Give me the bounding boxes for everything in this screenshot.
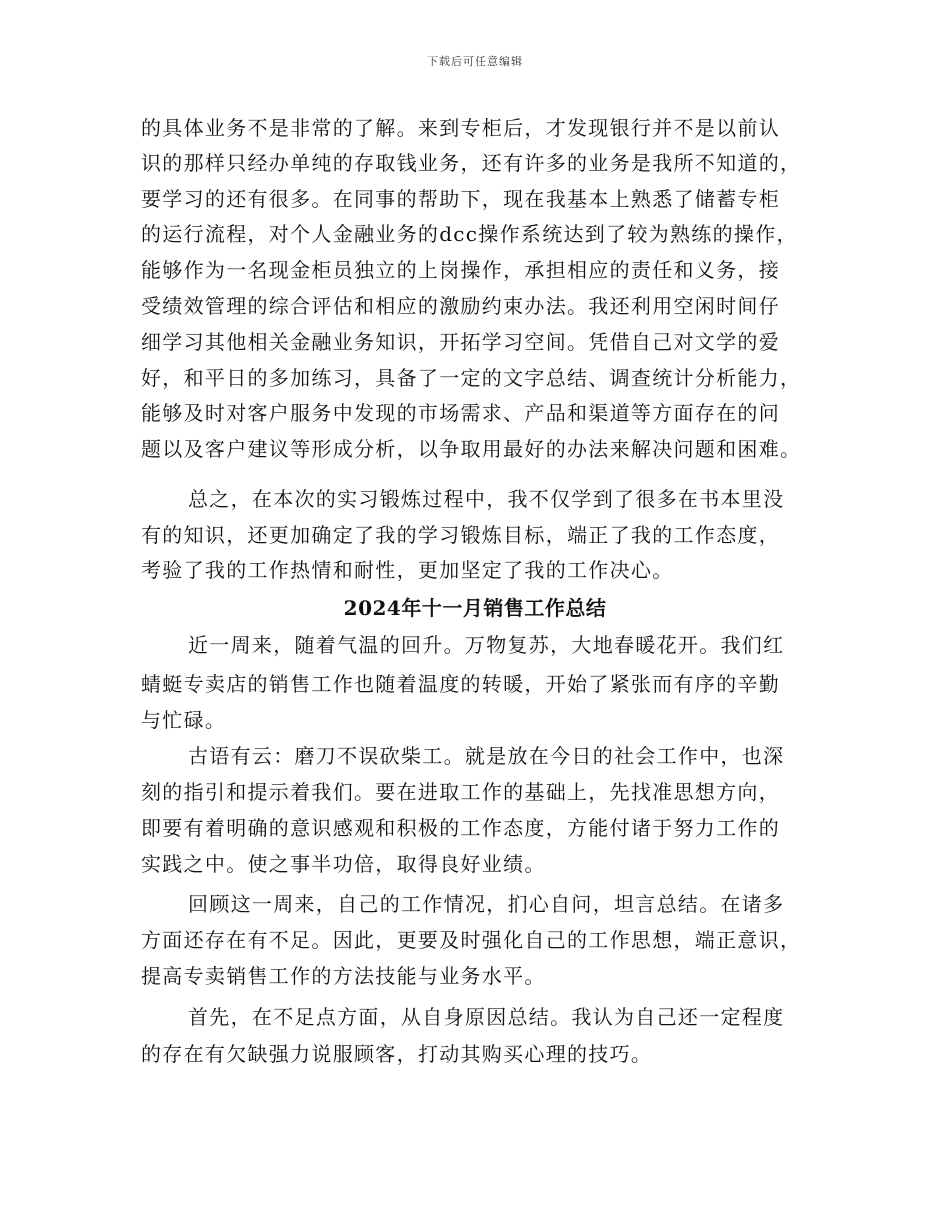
paragraph-line: 的具体业务不是非常的了解。来到专柜后，才发现银行并不是以前认 bbox=[141, 116, 780, 140]
paragraph-line: 与忙碌。 bbox=[141, 708, 227, 732]
paragraph-line: 总之，在本次的实习锻炼过程中，我不仅学到了很多在书本里没 bbox=[188, 487, 785, 511]
paragraph-line: 识的那样只经办单纯的存取钱业务，还有许多的业务是我所不知道的， bbox=[141, 151, 802, 175]
paragraph-line: 近一周来，随着气温的回升。万物复苏，大地春暖花开。我们红 bbox=[188, 633, 785, 657]
paragraph-line: 有的知识，还更加确定了我的学习锻炼目标，端正了我的工作态度， bbox=[141, 523, 780, 547]
page-header: 下载后可任意编辑 bbox=[427, 55, 523, 68]
paragraph-line: 刻的指引和提示着我们。要在进取工作的基础上，先找准思想方向， bbox=[141, 780, 780, 804]
paragraph-line: 实践之中。使之事半功倍，取得良好业绩。 bbox=[141, 852, 546, 876]
paragraph-line: 考验了我的工作热情和耐性，更加坚定了我的工作决心。 bbox=[141, 558, 674, 582]
paragraph-line: 蜻蜓专卖店的销售工作也随着温度的转暖，开始了紧张而有序的辛勤 bbox=[141, 672, 780, 696]
paragraph-line: 受绩效管理的综合评估和相应的激励约束办法。我还利用空闲时间仔 bbox=[141, 294, 780, 318]
paragraph-line: 题以及客户建议等形成分析，以争取用最好的办法来解决问题和困难。 bbox=[141, 437, 802, 461]
paragraph-line: 能够作为一名现金柜员独立的上岗操作，承担相应的责任和义务，接 bbox=[141, 258, 780, 282]
paragraph-line: 回顾这一周来，自己的工作情况，扪心自问，坦言总结。在诸多 bbox=[188, 892, 785, 916]
paragraph-line: 细学习其他相关金融业务知识，开拓学习空间。凭借自己对文学的爱 bbox=[141, 330, 780, 354]
section-title: 2024年十一月销售工作总结 bbox=[343, 596, 607, 620]
paragraph-line: 的存在有欠缺强力说服顾客，打动其购买心理的技巧。 bbox=[141, 1042, 653, 1066]
paragraph-line: 要学习的还有很多。在同事的帮助下，现在我基本上熟悉了储蓄专柜 bbox=[141, 187, 780, 211]
paragraph-line: 即要有着明确的意识感观和积极的工作态度，方能付诸于努力工作的 bbox=[141, 816, 780, 840]
paragraph-line: 的运行流程，对个人金融业务的dcc操作系统达到了较为熟练的操作， bbox=[141, 222, 798, 246]
paragraph-line: 提高专卖销售工作的方法技能与业务水平。 bbox=[141, 964, 546, 988]
paragraph-line: 方面还存在有不足。因此，更要及时强化自己的工作思想，端正意识， bbox=[141, 928, 802, 952]
paragraph-line: 好，和平日的多加练习，具备了一定的文字总结、调查统计分析能力， bbox=[141, 366, 802, 390]
paragraph-line: 能够及时对客户服务中发现的市场需求、产品和渠道等方面存在的问 bbox=[141, 401, 780, 425]
paragraph-line: 古语有云：磨刀不误砍柴工。就是放在今日的社会工作中，也深 bbox=[188, 744, 785, 768]
paragraph-line: 首先，在不足点方面，从自身原因总结。我认为自己还一定程度 bbox=[188, 1005, 785, 1029]
